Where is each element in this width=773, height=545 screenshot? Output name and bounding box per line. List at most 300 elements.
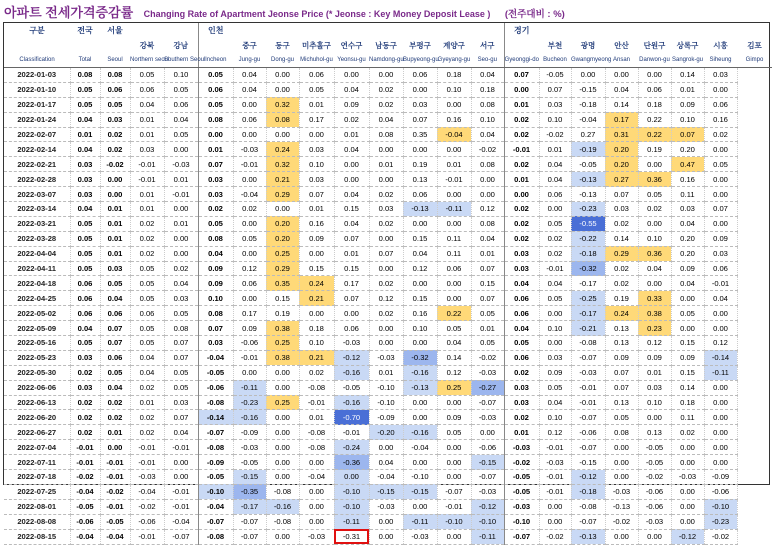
table-cell[interactable]: 0.09 (638, 350, 671, 365)
table-cell[interactable]: 0.06 (403, 68, 437, 83)
table-cell[interactable]: 0.00 (605, 68, 638, 83)
table-cell[interactable]: 0.07 (334, 291, 369, 306)
table-cell[interactable]: 0.00 (299, 484, 334, 499)
table-cell[interactable]: 0.09 (605, 350, 638, 365)
table-cell[interactable]: 0.23 (638, 321, 671, 336)
table-cell[interactable]: -0.13 (571, 187, 605, 202)
table-cell[interactable]: -0.18 (571, 97, 605, 112)
table-cell[interactable]: 0.18 (437, 68, 471, 83)
table-cell[interactable]: -0.02 (100, 157, 130, 172)
table-cell[interactable]: 0.11 (671, 410, 704, 425)
table-cell[interactable]: -0.10 (198, 484, 233, 499)
table-cell[interactable]: 0.12 (233, 261, 266, 276)
table-cell[interactable]: -0.55 (571, 216, 605, 231)
table-cell[interactable]: 0.12 (437, 365, 471, 380)
table-cell[interactable]: -0.06 (638, 484, 671, 499)
table-cell[interactable]: 0.00 (266, 82, 299, 97)
table-cell[interactable]: 0.02 (100, 410, 130, 425)
table-cell[interactable]: 0.05 (100, 365, 130, 380)
table-cell[interactable]: 0.06 (130, 82, 164, 97)
table-cell[interactable]: 0.00 (266, 410, 299, 425)
table-cell[interactable]: -0.05 (504, 484, 539, 499)
table-cell[interactable]: -0.07 (198, 425, 233, 440)
table-cell[interactable]: 0.08 (70, 68, 100, 83)
table-cell[interactable]: -0.11 (334, 514, 369, 529)
table-cell[interactable]: -0.01 (164, 440, 198, 455)
table-cell[interactable]: 0.01 (100, 216, 130, 231)
table-cell[interactable]: 0.06 (233, 112, 266, 127)
table-cell[interactable]: 0.02 (504, 127, 539, 142)
table-cell[interactable]: -0.01 (130, 440, 164, 455)
table-cell[interactable]: 0.00 (369, 231, 403, 246)
table-cell[interactable]: 0.00 (334, 68, 369, 83)
table-cell[interactable]: 0.10 (437, 82, 471, 97)
table-cell[interactable]: 0.00 (164, 246, 198, 261)
table-cell[interactable]: -0.27 (471, 380, 504, 395)
table-cell[interactable]: 0.18 (471, 82, 504, 97)
table-cell[interactable]: 0.03 (70, 187, 100, 202)
table-cell[interactable]: -0.07 (198, 514, 233, 529)
table-cell[interactable]: 0.03 (671, 202, 704, 217)
table-cell[interactable]: 0.05 (605, 410, 638, 425)
table-cell[interactable]: 0.12 (539, 425, 571, 440)
table-cell[interactable]: -0.07 (164, 529, 198, 544)
table-cell[interactable]: -0.07 (437, 484, 471, 499)
table-cell[interactable]: 0.01 (130, 127, 164, 142)
table-cell[interactable]: -0.04 (100, 529, 130, 544)
table-cell[interactable]: 0.07 (198, 321, 233, 336)
table-cell[interactable]: 0.02 (130, 425, 164, 440)
table-cell[interactable]: 0.04 (100, 291, 130, 306)
table-cell[interactable]: -0.06 (233, 336, 266, 351)
table-cell[interactable]: 0.02 (504, 112, 539, 127)
table-cell[interactable]: 0.21 (299, 350, 334, 365)
table-cell[interactable]: -0.24 (334, 440, 369, 455)
table-cell[interactable]: -0.16 (403, 365, 437, 380)
table-cell[interactable]: 0.00 (266, 127, 299, 142)
table-cell[interactable]: 0.00 (437, 97, 471, 112)
table-cell[interactable]: 0.00 (100, 440, 130, 455)
table-cell[interactable]: 0.04 (369, 112, 403, 127)
table-cell[interactable]: 0.05 (539, 216, 571, 231)
table-cell[interactable]: 0.00 (704, 440, 737, 455)
table-cell[interactable]: 0.00 (266, 455, 299, 470)
table-cell[interactable]: 0.16 (437, 112, 471, 127)
table-cell[interactable]: 0.02 (605, 261, 638, 276)
table-cell[interactable]: 0.14 (605, 97, 638, 112)
table-cell[interactable]: 0.01 (437, 157, 471, 172)
table-cell[interactable]: 0.07 (704, 202, 737, 217)
table-cell[interactable]: 0.38 (638, 306, 671, 321)
table-cell[interactable]: 0.03 (704, 68, 737, 83)
table-cell[interactable]: 0.14 (605, 231, 638, 246)
table-cell[interactable]: 0.00 (369, 142, 403, 157)
table-cell[interactable]: 0.02 (504, 202, 539, 217)
table-cell[interactable]: -0.01 (299, 395, 334, 410)
table-cell[interactable]: 0.00 (471, 425, 504, 440)
table-cell[interactable]: 0.00 (334, 172, 369, 187)
table-cell[interactable]: -0.11 (704, 365, 737, 380)
table-cell[interactable]: 0.01 (164, 216, 198, 231)
table-cell[interactable]: 0.00 (504, 82, 539, 97)
table-cell[interactable]: 0.07 (100, 336, 130, 351)
table-cell[interactable]: 0.04 (334, 142, 369, 157)
table-cell[interactable]: -0.01 (164, 187, 198, 202)
table-cell[interactable]: 0.02 (100, 142, 130, 157)
table-cell[interactable]: 0.10 (299, 336, 334, 351)
table-cell[interactable]: -0.07 (233, 514, 266, 529)
table-cell[interactable]: 0.24 (299, 276, 334, 291)
table-cell[interactable]: 0.00 (164, 470, 198, 485)
table-cell[interactable]: -0.04 (233, 187, 266, 202)
table-cell[interactable]: -0.22 (571, 231, 605, 246)
table-cell[interactable]: 0.05 (130, 276, 164, 291)
table-cell[interactable]: 0.06 (164, 97, 198, 112)
table-cell[interactable]: 0.05 (504, 336, 539, 351)
table-cell[interactable]: -0.03 (671, 470, 704, 485)
table-cell[interactable]: 0.02 (504, 157, 539, 172)
table-cell[interactable]: 0.00 (704, 142, 737, 157)
table-cell[interactable]: 0.00 (266, 470, 299, 485)
table-cell[interactable]: -0.10 (334, 484, 369, 499)
table-cell[interactable]: 0.00 (100, 187, 130, 202)
table-cell[interactable]: 0.10 (638, 395, 671, 410)
table-cell[interactable]: -0.25 (571, 291, 605, 306)
table-cell[interactable]: 0.29 (605, 246, 638, 261)
table-cell[interactable]: 0.05 (70, 231, 100, 246)
table-cell[interactable]: -0.04 (403, 440, 437, 455)
table-cell[interactable]: 0.01 (369, 157, 403, 172)
table-cell[interactable]: 0.00 (539, 514, 571, 529)
table-cell[interactable]: 0.03 (539, 97, 571, 112)
table-cell[interactable]: 0.09 (704, 231, 737, 246)
table-cell[interactable]: 0.08 (198, 112, 233, 127)
table-cell[interactable]: -0.04 (70, 484, 100, 499)
table-cell[interactable]: 0.04 (539, 395, 571, 410)
table-cell[interactable]: 0.04 (233, 82, 266, 97)
table-cell[interactable]: 0.00 (299, 514, 334, 529)
table-cell[interactable]: -0.02 (704, 529, 737, 544)
table-cell[interactable]: 0.05 (299, 82, 334, 97)
table-cell[interactable]: 0.00 (369, 261, 403, 276)
table-cell[interactable]: 0.06 (437, 261, 471, 276)
table-cell[interactable]: 0.00 (266, 380, 299, 395)
row-date[interactable]: 2022-08-01 (4, 499, 70, 514)
table-cell[interactable]: 0.21 (299, 291, 334, 306)
table-cell[interactable]: 0.00 (334, 157, 369, 172)
table-cell[interactable]: 0.00 (571, 68, 605, 83)
table-cell[interactable]: 0.05 (130, 321, 164, 336)
table-cell[interactable]: -0.10 (334, 499, 369, 514)
table-cell[interactable]: 0.02 (130, 246, 164, 261)
table-cell[interactable]: 0.00 (369, 336, 403, 351)
table-cell[interactable]: 0.03 (70, 350, 100, 365)
table-cell[interactable]: -0.01 (539, 470, 571, 485)
table-cell[interactable]: 0.01 (198, 142, 233, 157)
table-cell[interactable]: 0.02 (369, 187, 403, 202)
table-cell[interactable]: -0.02 (471, 350, 504, 365)
table-cell[interactable]: 0.00 (369, 172, 403, 187)
table-cell[interactable]: -0.10 (369, 395, 403, 410)
row-date[interactable]: 2022-03-07 (4, 187, 70, 202)
table-cell[interactable]: 0.03 (70, 172, 100, 187)
row-date[interactable]: 2022-02-21 (4, 157, 70, 172)
table-cell[interactable]: 0.04 (198, 246, 233, 261)
table-cell[interactable]: 0.04 (403, 246, 437, 261)
table-cell[interactable]: -0.03 (504, 440, 539, 455)
table-cell[interactable]: 0.03 (100, 261, 130, 276)
table-cell[interactable]: 0.11 (437, 246, 471, 261)
table-cell[interactable]: 0.00 (437, 276, 471, 291)
table-cell[interactable]: 0.01 (299, 410, 334, 425)
table-cell[interactable]: 0.00 (638, 68, 671, 83)
table-cell[interactable]: 0.04 (704, 291, 737, 306)
table-cell[interactable]: 0.15 (403, 231, 437, 246)
table-cell[interactable]: -0.01 (539, 440, 571, 455)
table-cell[interactable]: -0.19 (571, 142, 605, 157)
table-cell[interactable]: 0.36 (638, 172, 671, 187)
table-cell[interactable]: -0.16 (403, 425, 437, 440)
table-cell[interactable]: 0.47 (671, 157, 704, 172)
table-cell[interactable]: 0.07 (471, 261, 504, 276)
table-cell[interactable]: 0.08 (471, 157, 504, 172)
table-cell[interactable]: 0.12 (638, 336, 671, 351)
table-cell[interactable]: -0.01 (437, 499, 471, 514)
table-cell[interactable]: 0.13 (605, 336, 638, 351)
table-cell[interactable]: 0.04 (437, 336, 471, 351)
table-cell[interactable]: 0.07 (471, 291, 504, 306)
table-cell[interactable]: 0.07 (671, 127, 704, 142)
table-cell[interactable]: 0.04 (369, 455, 403, 470)
table-cell[interactable]: 0.03 (605, 202, 638, 217)
table-cell[interactable]: 0.11 (671, 187, 704, 202)
table-cell[interactable]: -0.01 (504, 142, 539, 157)
table-cell[interactable]: 0.00 (369, 321, 403, 336)
table-cell[interactable]: 0.00 (266, 365, 299, 380)
table-cell[interactable]: 0.00 (437, 187, 471, 202)
table-cell[interactable]: 0.02 (369, 97, 403, 112)
table-cell[interactable]: 0.04 (671, 276, 704, 291)
table-cell[interactable]: 0.04 (539, 172, 571, 187)
table-cell[interactable]: 0.03 (539, 350, 571, 365)
table-cell[interactable]: -0.13 (605, 499, 638, 514)
table-cell[interactable]: 0.00 (233, 246, 266, 261)
table-cell[interactable]: 0.00 (638, 216, 671, 231)
table-cell[interactable]: -0.07 (471, 395, 504, 410)
table-cell[interactable]: -0.12 (671, 529, 704, 544)
table-cell[interactable]: 0.04 (334, 82, 369, 97)
table-cell[interactable]: 0.00 (299, 499, 334, 514)
table-cell[interactable]: -0.11 (471, 529, 504, 544)
table-cell[interactable]: 0.00 (671, 291, 704, 306)
table-cell[interactable]: 0.35 (403, 127, 437, 142)
table-cell[interactable]: 0.15 (334, 261, 369, 276)
table-cell[interactable]: 0.01 (164, 172, 198, 187)
table-cell[interactable]: 0.01 (299, 202, 334, 217)
table-cell[interactable]: 0.20 (605, 142, 638, 157)
table-cell[interactable]: 0.15 (671, 365, 704, 380)
table-cell[interactable]: 0.00 (233, 127, 266, 142)
table-cell[interactable]: 0.06 (334, 321, 369, 336)
table-cell[interactable]: -0.03 (403, 529, 437, 544)
table-cell[interactable]: -0.03 (471, 484, 504, 499)
table-cell[interactable]: 0.05 (130, 261, 164, 276)
table-cell[interactable]: 0.00 (334, 306, 369, 321)
table-cell[interactable]: 0.14 (671, 68, 704, 83)
table-cell[interactable]: -0.01 (100, 470, 130, 485)
table-cell[interactable]: 0.01 (471, 321, 504, 336)
table-cell[interactable]: 0.04 (130, 365, 164, 380)
table-cell[interactable]: 0.04 (471, 231, 504, 246)
table-cell[interactable]: 0.01 (334, 246, 369, 261)
table-cell[interactable]: 0.07 (164, 336, 198, 351)
table-cell[interactable]: 0.10 (198, 291, 233, 306)
table-cell[interactable]: 0.01 (130, 395, 164, 410)
row-date[interactable]: 2022-07-04 (4, 440, 70, 455)
table-cell[interactable]: 0.05 (100, 276, 130, 291)
table-cell[interactable]: 0.05 (70, 97, 100, 112)
table-cell[interactable]: -0.05 (100, 514, 130, 529)
table-cell[interactable]: -0.04 (70, 529, 100, 544)
row-date[interactable]: 2022-03-14 (4, 202, 70, 217)
table-cell[interactable]: -0.03 (164, 157, 198, 172)
table-cell[interactable]: -0.08 (198, 529, 233, 544)
table-cell[interactable]: 0.17 (299, 112, 334, 127)
row-date[interactable]: 2022-05-02 (4, 306, 70, 321)
table-cell[interactable]: 0.27 (571, 127, 605, 142)
table-cell[interactable]: 0.21 (266, 172, 299, 187)
table-cell[interactable]: 0.15 (334, 202, 369, 217)
table-cell[interactable]: 0.11 (437, 231, 471, 246)
table-cell[interactable]: -0.13 (403, 202, 437, 217)
table-cell[interactable]: 0.00 (266, 425, 299, 440)
table-cell[interactable]: 0.06 (704, 261, 737, 276)
table-cell[interactable]: 0.35 (266, 276, 299, 291)
table-cell[interactable]: -0.09 (704, 470, 737, 485)
table-cell[interactable]: 0.25 (266, 336, 299, 351)
table-cell[interactable]: 0.03 (100, 112, 130, 127)
table-cell[interactable]: 0.06 (100, 350, 130, 365)
table-cell[interactable]: -0.08 (571, 499, 605, 514)
table-cell[interactable]: -0.15 (571, 82, 605, 97)
table-cell[interactable]: -0.15 (403, 484, 437, 499)
table-cell[interactable]: 0.07 (164, 410, 198, 425)
table-cell[interactable]: 0.13 (605, 321, 638, 336)
table-cell[interactable]: 0.04 (70, 142, 100, 157)
table-cell[interactable]: -0.23 (571, 202, 605, 217)
table-cell[interactable]: 0.07 (299, 187, 334, 202)
table-cell[interactable]: 0.07 (539, 82, 571, 97)
table-cell[interactable]: -0.02 (539, 529, 571, 544)
table-cell[interactable]: -0.01 (437, 172, 471, 187)
table-cell[interactable]: 0.17 (233, 306, 266, 321)
row-date[interactable]: 2022-07-25 (4, 484, 70, 499)
table-cell[interactable]: 0.00 (369, 440, 403, 455)
table-cell[interactable]: 0.00 (403, 395, 437, 410)
table-cell[interactable]: 0.29 (266, 261, 299, 276)
table-cell[interactable]: 0.08 (266, 112, 299, 127)
table-cell[interactable]: 0.00 (233, 172, 266, 187)
table-cell[interactable]: 0.05 (70, 246, 100, 261)
table-cell[interactable]: 0.05 (671, 306, 704, 321)
table-cell[interactable]: -0.01 (233, 350, 266, 365)
table-cell[interactable]: -0.10 (369, 380, 403, 395)
row-date[interactable]: 2022-01-03 (4, 68, 70, 83)
table-cell[interactable]: 0.07 (605, 187, 638, 202)
table-cell[interactable]: 0.08 (471, 216, 504, 231)
table-cell[interactable]: 0.02 (539, 246, 571, 261)
table-cell[interactable]: 0.07 (334, 231, 369, 246)
table-cell[interactable]: -0.36 (334, 455, 369, 470)
table-cell[interactable]: 0.04 (164, 425, 198, 440)
table-cell[interactable]: 0.05 (70, 216, 100, 231)
table-cell[interactable]: 0.06 (233, 276, 266, 291)
table-cell[interactable]: -0.03 (130, 470, 164, 485)
table-cell[interactable]: -0.03 (539, 455, 571, 470)
table-cell[interactable]: 0.01 (471, 246, 504, 261)
table-cell[interactable]: 0.06 (504, 291, 539, 306)
table-cell[interactable]: 0.00 (539, 499, 571, 514)
row-date[interactable]: 2022-02-28 (4, 172, 70, 187)
table-cell[interactable]: 0.25 (266, 246, 299, 261)
table-cell[interactable]: -0.12 (471, 499, 504, 514)
row-date[interactable]: 2022-06-27 (4, 425, 70, 440)
table-cell[interactable]: 0.16 (671, 172, 704, 187)
table-cell[interactable]: -0.01 (130, 455, 164, 470)
table-cell[interactable]: 0.08 (164, 321, 198, 336)
table-cell[interactable]: -0.13 (571, 172, 605, 187)
table-cell[interactable]: 0.10 (539, 112, 571, 127)
table-cell[interactable]: 0.05 (164, 127, 198, 142)
table-cell[interactable]: 0.00 (437, 470, 471, 485)
table-cell[interactable]: 0.20 (671, 142, 704, 157)
table-cell[interactable]: 0.09 (671, 97, 704, 112)
table-cell[interactable]: 0.02 (70, 425, 100, 440)
table-cell[interactable]: 0.05 (164, 365, 198, 380)
table-cell[interactable]: 0.32 (266, 97, 299, 112)
table-cell[interactable]: 0.00 (704, 172, 737, 187)
table-cell[interactable]: -0.02 (605, 514, 638, 529)
table-cell[interactable]: 0.04 (334, 216, 369, 231)
table-cell[interactable]: 0.00 (266, 529, 299, 544)
table-cell[interactable]: 0.08 (605, 425, 638, 440)
table-cell[interactable]: 0.02 (70, 365, 100, 380)
table-cell[interactable]: 0.00 (605, 455, 638, 470)
table-cell[interactable]: 0.01 (334, 127, 369, 142)
table-cell[interactable]: 0.12 (403, 261, 437, 276)
table-cell[interactable]: 0.04 (504, 276, 539, 291)
table-cell[interactable]: 0.00 (369, 529, 403, 544)
table-cell[interactable]: 0.09 (437, 410, 471, 425)
table-cell[interactable]: -0.06 (571, 425, 605, 440)
table-cell[interactable]: 0.19 (266, 306, 299, 321)
table-cell[interactable]: 0.00 (437, 455, 471, 470)
table-cell[interactable]: -0.07 (571, 440, 605, 455)
table-cell[interactable]: 0.09 (671, 261, 704, 276)
table-cell[interactable]: 0.05 (198, 97, 233, 112)
row-date[interactable]: 2022-05-16 (4, 336, 70, 351)
table-cell[interactable]: 0.04 (334, 187, 369, 202)
table-cell[interactable]: 0.02 (334, 112, 369, 127)
table-cell[interactable]: -0.15 (233, 470, 266, 485)
row-date[interactable]: 2022-03-21 (4, 216, 70, 231)
table-cell[interactable]: 0.02 (504, 231, 539, 246)
table-cell[interactable]: 0.09 (539, 365, 571, 380)
table-cell[interactable]: 0.00 (437, 529, 471, 544)
table-cell[interactable]: -0.17 (233, 499, 266, 514)
table-cell[interactable]: -0.16 (233, 410, 266, 425)
table-cell[interactable]: 0.05 (100, 97, 130, 112)
